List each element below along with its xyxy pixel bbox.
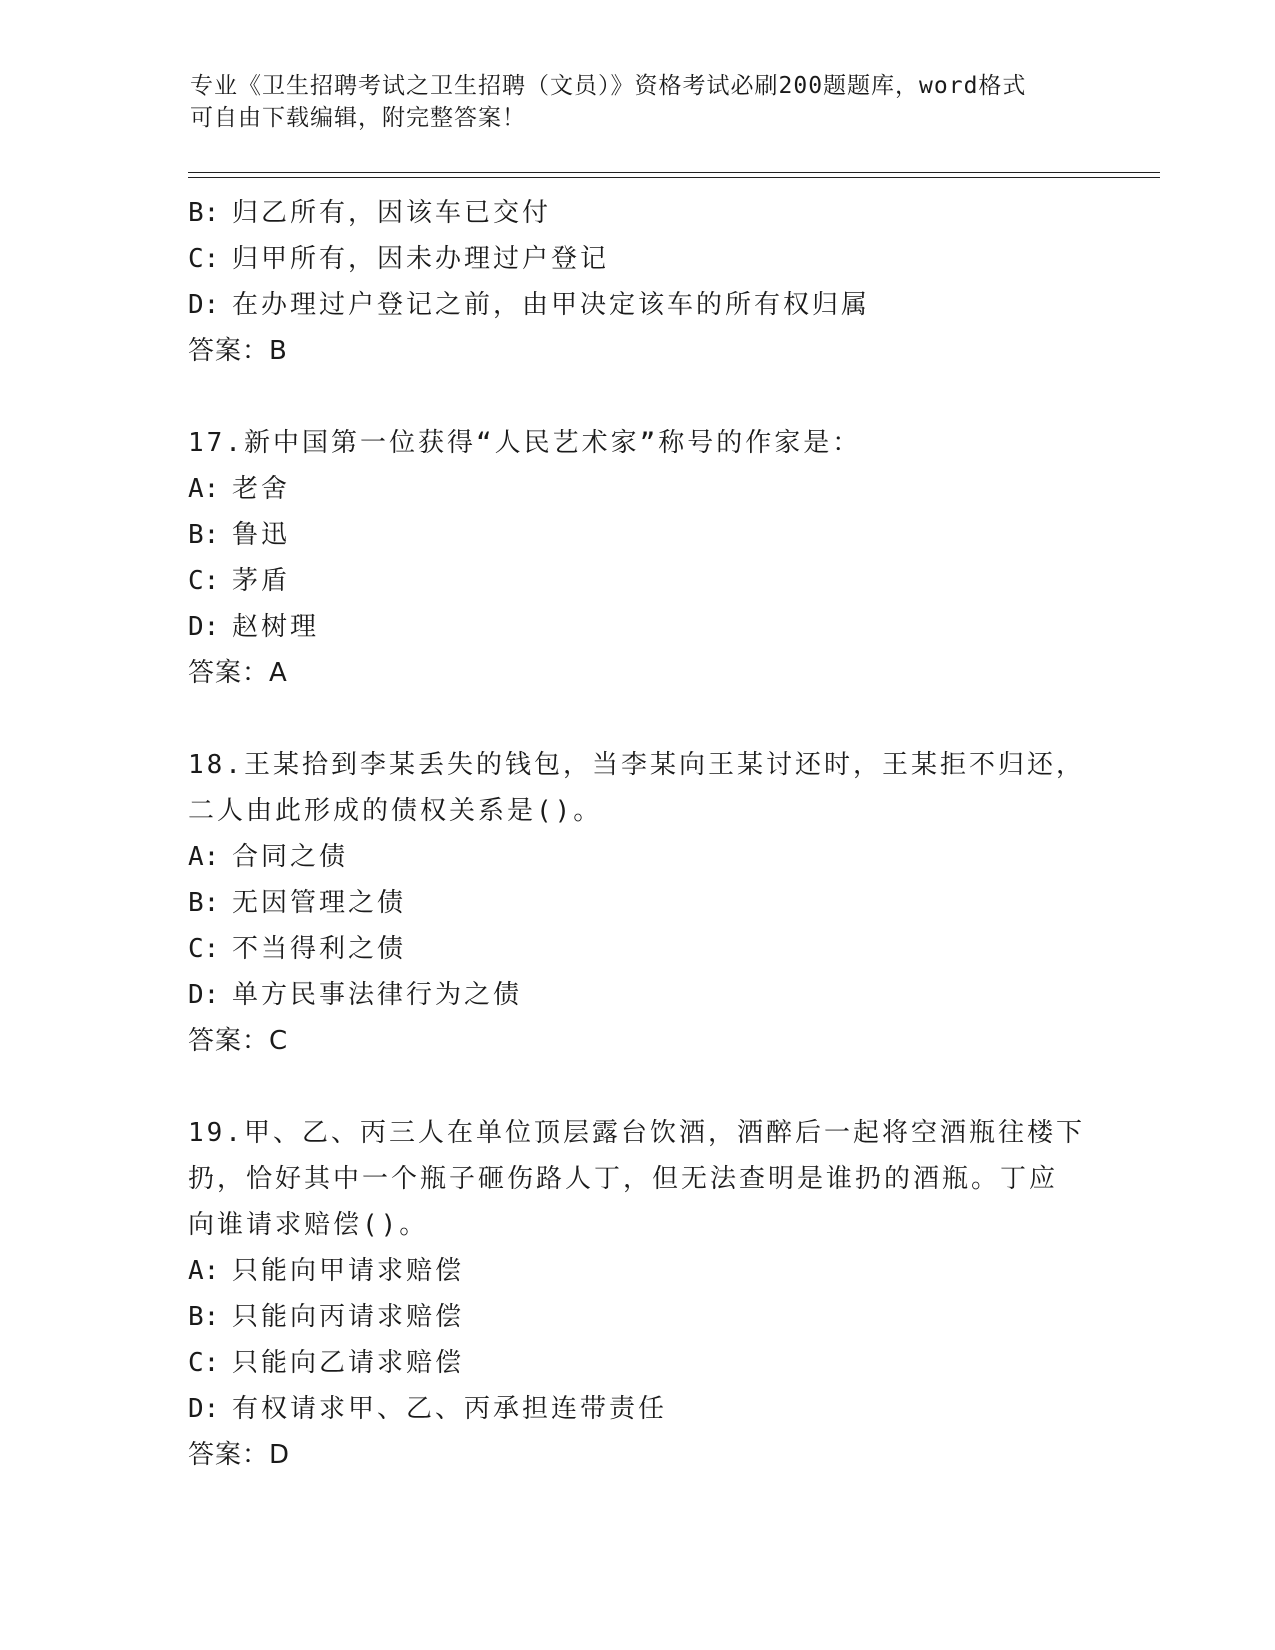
option-c xyxy=(188,236,1108,282)
option-label: C: xyxy=(188,244,220,274)
option-a xyxy=(188,1248,1108,1294)
option-label: C: xyxy=(188,566,220,596)
option-d xyxy=(188,282,1108,328)
option-a xyxy=(188,466,1108,512)
option-d xyxy=(188,1386,1108,1432)
option-d xyxy=(188,972,1108,1018)
option-text: 单方民事法律行为之债 xyxy=(232,980,523,1010)
option-a xyxy=(188,834,1108,880)
option-label: C: xyxy=(188,934,220,964)
question-stem-line-1: 18.王某拾到李某丢失的钱包，当李某向王某讨还时，王某拒不归还， xyxy=(188,750,1085,780)
question-17 xyxy=(188,420,1108,696)
option-text: 茅盾 xyxy=(232,566,291,596)
document-header xyxy=(190,70,1090,134)
question-stem: 17.新中国第一位获得“人民艺术家”称号的作家是： xyxy=(188,428,862,458)
option-d xyxy=(188,604,1108,650)
option-label: D: xyxy=(188,290,220,320)
header-divider-bottom xyxy=(188,177,1160,178)
answer: 答案：A xyxy=(188,658,288,688)
option-b xyxy=(188,1294,1108,1340)
option-label: D: xyxy=(188,980,220,1010)
question-stem-line-2: 二人由此形成的债权关系是()。 xyxy=(188,796,603,826)
option-c xyxy=(188,558,1108,604)
answer: 答案：D xyxy=(188,1440,291,1470)
answer: 答案：B xyxy=(188,336,288,366)
question-stem-line-2: 扔，恰好其中一个瓶子砸伤路人丁，但无法查明是谁扔的酒瓶。丁应 xyxy=(188,1164,1059,1194)
header-divider-top xyxy=(188,172,1160,173)
option-label: D: xyxy=(188,612,220,642)
option-text: 老舍 xyxy=(232,474,291,504)
option-label: B: xyxy=(188,1302,220,1332)
option-text: 鲁迅 xyxy=(232,520,291,550)
option-text: 有权请求甲、乙、丙承担连带责任 xyxy=(232,1394,668,1424)
option-label: A: xyxy=(188,842,220,872)
option-text: 赵树理 xyxy=(232,612,320,642)
option-label: B: xyxy=(188,888,220,918)
option-b xyxy=(188,512,1108,558)
option-label: B: xyxy=(188,198,220,228)
question-list xyxy=(188,190,1108,1478)
question-18 xyxy=(188,742,1108,1064)
option-b xyxy=(188,880,1108,926)
header-line-2: 可自由下载编辑，附完整答案！ xyxy=(190,105,526,131)
question-stem-line-1: 19.甲、乙、丙三人在单位顶层露台饮酒，酒醉后一起将空酒瓶往楼下 xyxy=(188,1118,1085,1148)
option-text: 只能向甲请求赔偿 xyxy=(232,1256,465,1286)
option-text: 只能向乙请求赔偿 xyxy=(232,1348,465,1378)
option-text: 合同之债 xyxy=(232,842,349,872)
option-label: C: xyxy=(188,1348,220,1378)
option-text: 无因管理之债 xyxy=(232,888,407,918)
option-text: 只能向丙请求赔偿 xyxy=(232,1302,465,1332)
option-text: 归乙所有，因该车已交付 xyxy=(232,198,552,228)
option-label: D: xyxy=(188,1394,220,1424)
option-label: A: xyxy=(188,474,220,504)
option-label: A: xyxy=(188,1256,220,1286)
option-text: 归甲所有，因未办理过户登记 xyxy=(232,244,610,274)
option-text: 不当得利之债 xyxy=(232,934,407,964)
previous-question-tail xyxy=(188,190,1108,374)
option-c xyxy=(188,926,1108,972)
option-label: B: xyxy=(188,520,220,550)
header-line-1: 专业《卫生招聘考试之卫生招聘（文员）》资格考试必刷200题题库，word格式 xyxy=(190,73,1027,99)
option-c xyxy=(188,1340,1108,1386)
answer: 答案：C xyxy=(188,1026,289,1056)
question-stem-line-3: 向谁请求赔偿()。 xyxy=(188,1210,429,1240)
option-text: 在办理过户登记之前，由甲决定该车的所有权归属 xyxy=(232,290,871,320)
option-b xyxy=(188,190,1108,236)
question-19 xyxy=(188,1110,1108,1478)
